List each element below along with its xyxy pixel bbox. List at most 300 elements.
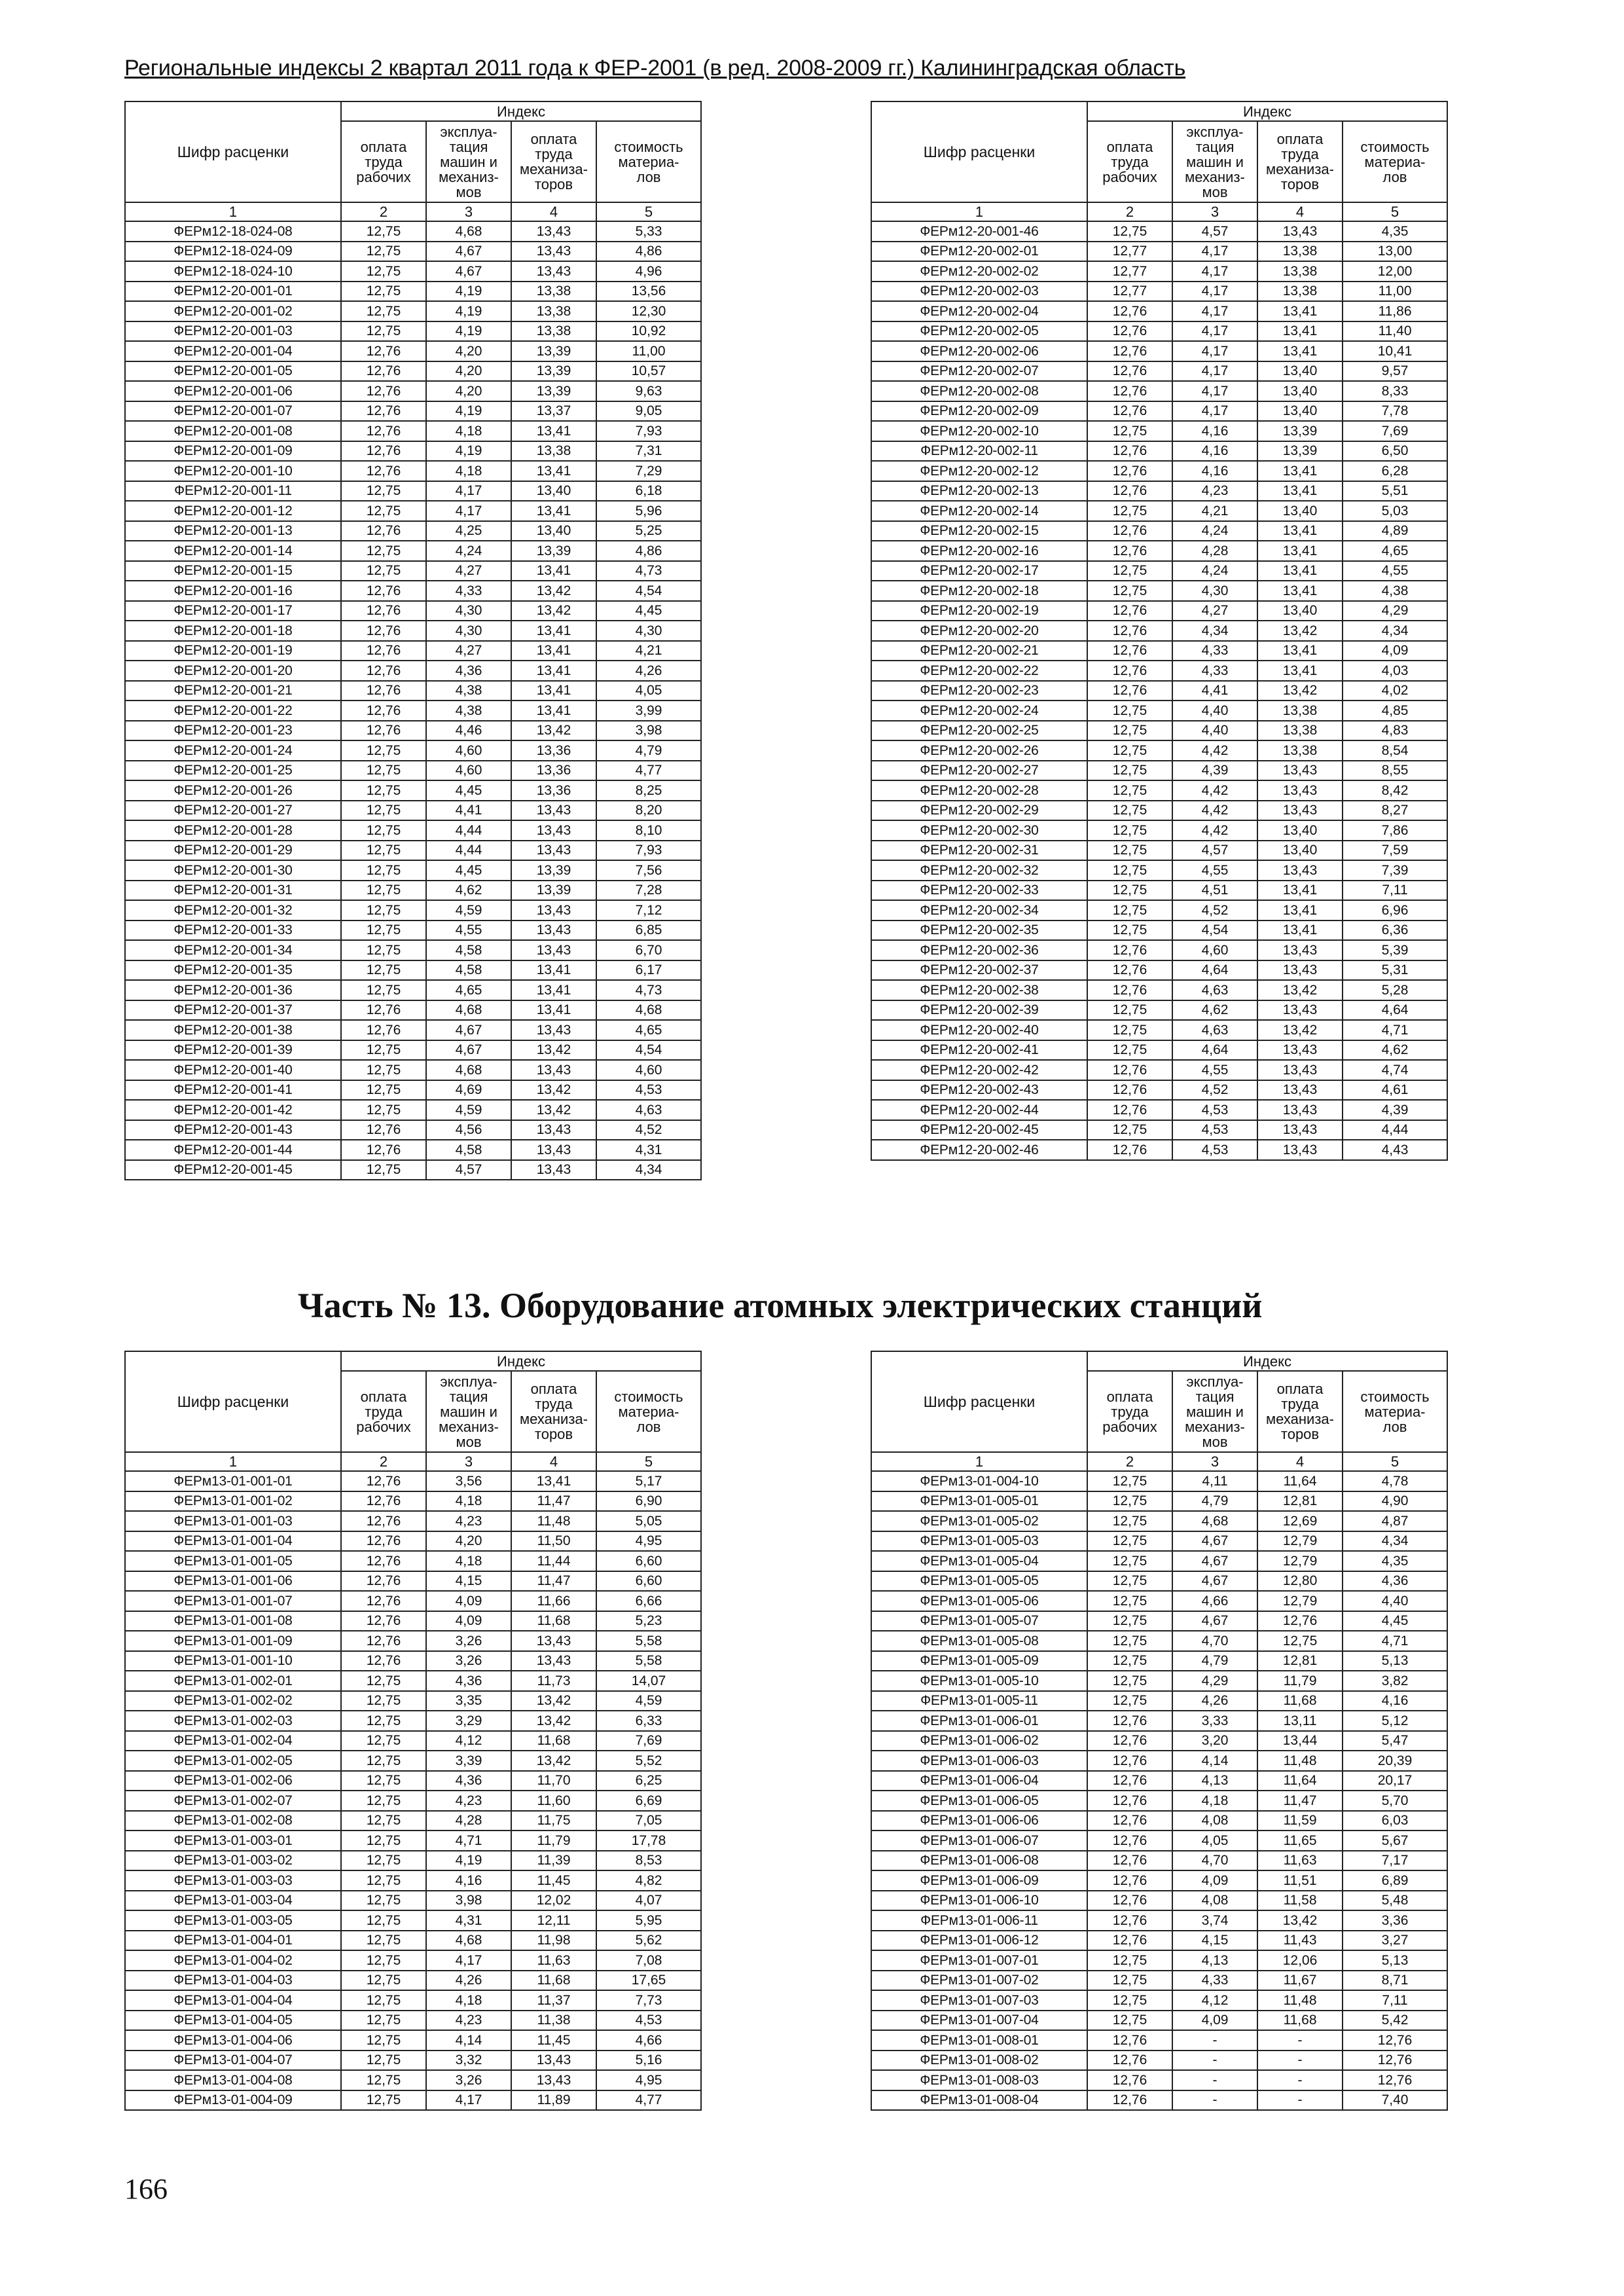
cell-index-value: 12,75 — [341, 2070, 426, 2090]
cell-index-value: 12,75 — [1087, 1971, 1172, 1991]
cell-index-value: 3,26 — [426, 2070, 511, 2090]
cell-rate-code: ФЕРм12-20-002-24 — [871, 701, 1087, 721]
cell-index-value: 4,19 — [426, 441, 511, 462]
cell-index-value: 12,75 — [341, 541, 426, 561]
cell-index-value: 7,17 — [1343, 1851, 1447, 1871]
table-row — [871, 1931, 1447, 1951]
cell-index-value: 4,67 — [1172, 1571, 1257, 1592]
cell-index-value: 4,59 — [426, 900, 511, 920]
cell-index-value: 13,38 — [511, 441, 596, 462]
cell-rate-code: ФЕРм12-20-002-13 — [871, 481, 1087, 501]
table-row — [871, 461, 1447, 481]
table-row — [871, 1571, 1447, 1592]
cell-rate-code: ФЕРм12-20-002-29 — [871, 801, 1087, 821]
cell-rate-code: ФЕРм13-01-005-09 — [871, 1651, 1087, 1671]
cell-index-value: 4,17 — [1172, 242, 1257, 262]
cell-index-value: 4,95 — [596, 2070, 701, 2090]
cell-index-value: 13,42 — [1257, 1020, 1343, 1040]
cell-index-value: 5,96 — [596, 501, 701, 521]
cell-index-value: 13,38 — [1257, 721, 1343, 741]
cell-rate-code: ФЕРм12-20-001-25 — [125, 761, 341, 781]
cell-index-value: 11,47 — [1257, 1791, 1343, 1811]
cell-rate-code: ФЕРм13-01-002-07 — [125, 1791, 341, 1811]
cell-index-value: 4,66 — [1172, 1591, 1257, 1611]
cell-index-value: 8,10 — [596, 820, 701, 841]
cell-index-value: 13,43 — [511, 242, 596, 262]
cell-index-value: 12,00 — [1343, 261, 1447, 282]
column-header-materials-cost — [596, 121, 701, 202]
table-row — [125, 1950, 701, 1971]
cell-rate-code: ФЕРм13-01-005-10 — [871, 1671, 1087, 1691]
cell-index-value: - — [1257, 2090, 1343, 2111]
cell-index-value: 13,43 — [1257, 1100, 1343, 1120]
table-row — [871, 1511, 1447, 1531]
cell-index-value: 13,42 — [511, 1751, 596, 1771]
cell-index-value: 13,41 — [1257, 920, 1343, 941]
cell-index-value: 11,50 — [511, 1531, 596, 1552]
cell-rate-code: ФЕРм12-20-002-11 — [871, 441, 1087, 462]
table-row — [871, 1711, 1447, 1731]
cell-index-value: 4,68 — [596, 1000, 701, 1021]
table-row — [871, 1731, 1447, 1751]
table-row — [871, 1870, 1447, 1891]
cell-rate-code: ФЕРм12-20-002-39 — [871, 1000, 1087, 1021]
cell-index-value: 13,43 — [511, 1060, 596, 1080]
header-line: торов — [534, 176, 573, 192]
cell-index-value: 13,43 — [1257, 761, 1343, 781]
cell-index-value: 13,41 — [511, 641, 596, 661]
cell-rate-code: ФЕРм12-20-002-21 — [871, 641, 1087, 661]
cell-index-value: 4,40 — [1172, 701, 1257, 721]
cell-rate-code: ФЕРм12-20-001-27 — [125, 801, 341, 821]
cell-index-value: 4,85 — [1343, 701, 1447, 721]
cell-rate-code: ФЕРм12-20-002-18 — [871, 581, 1087, 601]
cell-index-value: 12,75 — [1257, 1631, 1343, 1651]
cell-rate-code: ФЕРм12-18-024-10 — [125, 261, 341, 282]
cell-index-value: 12,76 — [1343, 2050, 1447, 2071]
table-row — [871, 481, 1447, 501]
cell-index-value: 12,75 — [341, 820, 426, 841]
cell-index-value: 4,36 — [426, 1671, 511, 1691]
cell-index-value: 12,77 — [1087, 282, 1172, 302]
cell-rate-code: ФЕРм12-20-001-04 — [125, 341, 341, 361]
column-number: 2 — [1087, 202, 1172, 221]
cell-index-value: 6,69 — [596, 1791, 701, 1811]
cell-rate-code: ФЕРм13-01-005-11 — [871, 1691, 1087, 1711]
cell-index-value: 5,28 — [1343, 980, 1447, 1000]
cell-index-value: 12,76 — [1087, 1140, 1172, 1160]
header-line: эксплуа- — [1186, 1373, 1244, 1390]
table-row — [871, 242, 1447, 262]
cell-index-value: 4,65 — [426, 980, 511, 1000]
cell-index-value: 6,89 — [1343, 1870, 1447, 1891]
cell-index-value: 4,77 — [596, 761, 701, 781]
cell-index-value: 10,41 — [1343, 341, 1447, 361]
cell-index-value: 12,76 — [1087, 960, 1172, 981]
column-header-materials-cost — [1343, 121, 1447, 202]
cell-index-value: 13,36 — [511, 761, 596, 781]
cell-index-value: 4,20 — [426, 361, 511, 382]
table-row — [871, 801, 1447, 821]
cell-index-value: 13,43 — [511, 940, 596, 960]
cell-rate-code: ФЕРм12-20-001-13 — [125, 521, 341, 541]
cell-index-value: 4,86 — [596, 541, 701, 561]
cell-rate-code: ФЕРм12-20-001-02 — [125, 301, 341, 321]
cell-index-value: 12,75 — [1087, 780, 1172, 801]
table-row — [125, 501, 701, 521]
cell-index-value: 13,42 — [511, 581, 596, 601]
cell-rate-code: ФЕРм12-20-001-39 — [125, 1040, 341, 1061]
column-header-materials-cost — [596, 1371, 701, 1452]
cell-index-value: 13,41 — [1257, 881, 1343, 901]
cell-index-value: 12,76 — [1087, 2070, 1172, 2090]
header-line: рабочих — [1102, 168, 1157, 185]
cell-rate-code: ФЕРм12-20-002-07 — [871, 361, 1087, 382]
cell-index-value: 13,43 — [511, 900, 596, 920]
table-row — [125, 401, 701, 422]
cell-index-value: 13,44 — [1257, 1731, 1343, 1751]
cell-index-value: 3,27 — [1343, 1931, 1447, 1951]
cell-index-value: 4,89 — [1343, 521, 1447, 541]
cell-index-value: 9,05 — [596, 401, 701, 422]
cell-rate-code: ФЕРм13-01-005-03 — [871, 1531, 1087, 1552]
header-line: материа- — [618, 1403, 679, 1420]
cell-rate-code: ФЕРм12-20-002-37 — [871, 960, 1087, 981]
cell-index-value: 13,41 — [511, 701, 596, 721]
cell-index-value: 12,76 — [1087, 1791, 1172, 1811]
cell-index-value: 12,75 — [341, 2030, 426, 2050]
cell-index-value: 4,11 — [1172, 1471, 1257, 1491]
cell-index-value: 11,68 — [511, 1971, 596, 1991]
table-row — [871, 1080, 1447, 1101]
table-row — [871, 2030, 1447, 2050]
cell-index-value: 12,76 — [1087, 401, 1172, 422]
cell-index-value: 6,03 — [1343, 1811, 1447, 1831]
cell-index-value: 4,39 — [1343, 1100, 1447, 1120]
cell-index-value: 12,76 — [1087, 1731, 1172, 1751]
cell-index-value: 12,75 — [341, 1060, 426, 1080]
cell-index-value: 13,40 — [1257, 601, 1343, 621]
column-number: 4 — [511, 202, 596, 221]
table-row — [125, 341, 701, 361]
cell-rate-code: ФЕРм12-20-002-09 — [871, 401, 1087, 422]
cell-rate-code: ФЕРм13-01-004-05 — [125, 2011, 341, 2031]
header-line: машин и — [1186, 1403, 1244, 1420]
cell-index-value: 12,75 — [1087, 1631, 1172, 1651]
cell-index-value: 4,20 — [426, 341, 511, 361]
cell-rate-code: ФЕРм13-01-006-04 — [871, 1771, 1087, 1791]
cell-index-value: 12,75 — [1087, 1491, 1172, 1512]
cell-index-value: 12,76 — [341, 341, 426, 361]
cell-index-value: 12,75 — [341, 261, 426, 282]
cell-index-value: 12,75 — [341, 740, 426, 761]
cell-index-value: 13,41 — [511, 461, 596, 481]
cell-index-value: 5,42 — [1343, 2011, 1447, 2031]
cell-index-value: 4,18 — [426, 1551, 511, 1571]
cell-index-value: 13,43 — [1257, 940, 1343, 960]
cell-index-value: 7,69 — [1343, 421, 1447, 441]
cell-index-value: 4,17 — [1172, 301, 1257, 321]
cell-index-value: 12,75 — [341, 940, 426, 960]
cell-index-value: 4,16 — [426, 1870, 511, 1891]
column-number: 1 — [125, 1452, 341, 1471]
cell-index-value: 4,56 — [426, 1120, 511, 1140]
table-row — [871, 2011, 1447, 2031]
cell-rate-code: ФЕРм13-01-006-06 — [871, 1811, 1087, 1831]
cell-index-value: 13,43 — [511, 2050, 596, 2071]
cell-index-value: 12,75 — [1087, 501, 1172, 521]
cell-index-value: 12,75 — [1087, 1691, 1172, 1711]
index-table-bottom-right — [871, 1351, 1448, 2111]
column-header-operator-wage — [511, 121, 596, 202]
cell-index-value: 12,76 — [1087, 321, 1172, 342]
table-row — [871, 1831, 1447, 1851]
cell-index-value: - — [1257, 2050, 1343, 2071]
cell-index-value: 4,23 — [426, 1791, 511, 1811]
column-header-machine-operation — [426, 121, 511, 202]
cell-index-value: 4,27 — [1172, 601, 1257, 621]
cell-rate-code: ФЕРм12-20-002-02 — [871, 261, 1087, 282]
cell-index-value: 7,08 — [596, 1950, 701, 1971]
cell-rate-code: ФЕРм13-01-005-07 — [871, 1611, 1087, 1631]
cell-rate-code: ФЕРм12-20-001-43 — [125, 1120, 341, 1140]
cell-index-value: 13,41 — [1257, 301, 1343, 321]
header-line: рабочих — [356, 168, 411, 185]
cell-index-value: 12,76 — [1087, 2050, 1172, 2071]
cell-index-value: 4,17 — [1172, 381, 1257, 401]
cell-index-value: 4,59 — [596, 1691, 701, 1711]
cell-index-value: 4,09 — [1343, 641, 1447, 661]
cell-index-value: 5,17 — [596, 1471, 701, 1491]
header-line: торов — [534, 1426, 573, 1442]
cell-index-value: - — [1172, 2030, 1257, 2050]
cell-index-value: 12,81 — [1257, 1651, 1343, 1671]
cell-rate-code: ФЕРм13-01-006-05 — [871, 1791, 1087, 1811]
cell-rate-code: ФЕРм13-01-008-01 — [871, 2030, 1087, 2050]
cell-index-value: 4,73 — [596, 980, 701, 1000]
cell-rate-code: ФЕРм13-01-004-07 — [125, 2050, 341, 2071]
cell-rate-code: ФЕРм13-01-003-05 — [125, 1910, 341, 1931]
cell-index-value: 13,39 — [511, 381, 596, 401]
cell-index-value: 11,58 — [1257, 1891, 1343, 1911]
cell-index-value: 4,95 — [596, 1531, 701, 1552]
header-line: механиз- — [439, 168, 499, 185]
cell-rate-code: ФЕРм12-20-002-36 — [871, 940, 1087, 960]
cell-index-value: 13,41 — [1257, 341, 1343, 361]
cell-index-value: 4,36 — [1343, 1571, 1447, 1592]
table-row — [125, 1611, 701, 1631]
table-row — [125, 920, 701, 941]
cell-index-value: 6,25 — [596, 1771, 701, 1791]
column-header-labor-wage — [1087, 1371, 1172, 1452]
cell-index-value: 6,85 — [596, 920, 701, 941]
cell-index-value: 4,20 — [426, 381, 511, 401]
cell-rate-code: ФЕРм13-01-002-05 — [125, 1751, 341, 1771]
cell-rate-code: ФЕРм12-20-001-31 — [125, 881, 341, 901]
cell-index-value: 5,62 — [596, 1931, 701, 1951]
cell-index-value: 13,41 — [511, 561, 596, 581]
cell-index-value: 12,75 — [1087, 920, 1172, 941]
cell-index-value: 12,75 — [1087, 801, 1172, 821]
cell-index-value: 4,51 — [1172, 881, 1257, 901]
cell-index-value: 11,68 — [511, 1731, 596, 1751]
table-row — [871, 1120, 1447, 1140]
table-row — [871, 2070, 1447, 2090]
cell-index-value: 5,31 — [1343, 960, 1447, 981]
table-row — [871, 740, 1447, 761]
cell-index-value: 11,64 — [1257, 1471, 1343, 1491]
column-number: 5 — [596, 202, 701, 221]
column-header-labor-wage — [341, 1371, 426, 1452]
table-row — [871, 980, 1447, 1000]
cell-index-value: 13,38 — [511, 321, 596, 342]
table-row — [871, 1751, 1447, 1771]
table-row — [125, 521, 701, 541]
cell-index-value: 4,69 — [426, 1080, 511, 1101]
cell-index-value: 5,33 — [596, 221, 701, 242]
cell-index-value: 12,76 — [1257, 1611, 1343, 1631]
column-header-operator-wage — [1257, 1371, 1343, 1452]
cell-index-value: 12,75 — [1087, 1651, 1172, 1671]
cell-rate-code: ФЕРм12-20-001-30 — [125, 860, 341, 881]
cell-rate-code: ФЕРм12-20-001-15 — [125, 561, 341, 581]
cell-index-value: 4,16 — [1172, 441, 1257, 462]
cell-index-value: 4,44 — [1343, 1120, 1447, 1140]
cell-index-value: 7,86 — [1343, 820, 1447, 841]
cell-index-value: 4,53 — [1172, 1120, 1257, 1140]
header-line: оплата — [1276, 1381, 1324, 1397]
cell-index-value: 4,42 — [1172, 740, 1257, 761]
table-row — [125, 321, 701, 342]
cell-index-value: 12,75 — [1087, 900, 1172, 920]
cell-rate-code: ФЕРм13-01-008-04 — [871, 2090, 1087, 2111]
table-row — [125, 721, 701, 741]
cell-index-value: 11,00 — [596, 341, 701, 361]
cell-index-value: 4,33 — [426, 581, 511, 601]
cell-rate-code: ФЕРм12-20-002-44 — [871, 1100, 1087, 1120]
cell-index-value: 5,39 — [1343, 940, 1447, 960]
cell-rate-code: ФЕРм12-20-002-20 — [871, 621, 1087, 641]
cell-index-value: 4,17 — [1172, 341, 1257, 361]
cell-index-value: 12,75 — [1087, 1611, 1172, 1631]
cell-index-value: 4,03 — [1343, 661, 1447, 681]
cell-rate-code: ФЕРм13-01-008-02 — [871, 2050, 1087, 2071]
cell-index-value: 4,27 — [426, 561, 511, 581]
header-line: торов — [1280, 176, 1320, 192]
table-row — [125, 1971, 701, 1991]
cell-index-value: 12,75 — [1087, 820, 1172, 841]
cell-rate-code: ФЕРм13-01-003-04 — [125, 1891, 341, 1911]
cell-index-value: 13,43 — [511, 2070, 596, 2090]
cell-index-value: 13,43 — [1257, 860, 1343, 881]
cell-index-value: 4,53 — [596, 2011, 701, 2031]
table-row — [871, 541, 1447, 561]
column-number: 2 — [341, 202, 426, 221]
column-header-operator-wage — [1257, 121, 1343, 202]
cell-rate-code: ФЕРм13-01-006-08 — [871, 1851, 1087, 1871]
cell-index-value: 13,42 — [511, 1711, 596, 1731]
table-row — [871, 1990, 1447, 2011]
cell-rate-code: ФЕРм13-01-007-03 — [871, 1990, 1087, 2011]
cell-index-value: 12,76 — [1087, 1931, 1172, 1951]
table-row — [125, 1831, 701, 1851]
cell-index-value: 12,76 — [1087, 1891, 1172, 1911]
cell-index-value: 5,67 — [1343, 1831, 1447, 1851]
table-row — [871, 1671, 1447, 1691]
table-row — [125, 1040, 701, 1061]
cell-index-value: - — [1257, 2070, 1343, 2090]
cell-index-value: 11,51 — [1257, 1870, 1343, 1891]
cell-rate-code: ФЕРм12-20-001-01 — [125, 282, 341, 302]
table-row — [125, 2011, 701, 2031]
cell-index-value: 4,67 — [426, 1040, 511, 1061]
cell-index-value: 11,48 — [1257, 1990, 1343, 2011]
cell-rate-code: ФЕРм13-01-004-02 — [125, 1950, 341, 1971]
table-row — [125, 301, 701, 321]
cell-index-value: 13,42 — [1257, 1910, 1343, 1931]
cell-index-value: 13,40 — [1257, 841, 1343, 861]
cell-index-value: 4,28 — [1172, 541, 1257, 561]
cell-index-value: 12,76 — [1087, 341, 1172, 361]
cell-index-value: 4,23 — [1172, 481, 1257, 501]
cell-index-value: 12,75 — [341, 1811, 426, 1831]
cell-index-value: 3,29 — [426, 1711, 511, 1731]
cell-index-value: 12,75 — [1087, 1000, 1172, 1021]
cell-index-value: 13,43 — [1257, 1140, 1343, 1160]
cell-index-value: 12,76 — [341, 521, 426, 541]
column-number: 4 — [1257, 202, 1343, 221]
cell-index-value: 4,70 — [1172, 1851, 1257, 1871]
table-row — [871, 1891, 1447, 1911]
column-header-cipher: Шифр расценки — [871, 1351, 1087, 1452]
cell-rate-code: ФЕРм13-01-006-01 — [871, 1711, 1087, 1731]
cell-rate-code: ФЕРм13-01-001-05 — [125, 1551, 341, 1571]
cell-index-value: 4,09 — [1172, 1870, 1257, 1891]
table-row — [871, 221, 1447, 242]
header-line: мов — [1202, 1433, 1228, 1450]
header-line: оплата — [1106, 1388, 1153, 1405]
cell-index-value: 12,76 — [341, 1471, 426, 1491]
cell-rate-code: ФЕРм13-01-004-10 — [871, 1471, 1087, 1491]
header-line: механиза- — [1266, 1411, 1334, 1427]
cell-index-value: 3,26 — [426, 1651, 511, 1671]
table-row — [125, 740, 701, 761]
cell-rate-code: ФЕРм12-20-002-33 — [871, 881, 1087, 901]
table-row — [871, 1000, 1447, 1021]
cell-index-value: 12,75 — [341, 801, 426, 821]
cell-index-value: 12,75 — [1087, 740, 1172, 761]
cell-index-value: 4,52 — [1172, 900, 1257, 920]
column-header-labor-wage — [1087, 121, 1172, 202]
table-row — [125, 1160, 701, 1180]
cell-index-value: 4,13 — [1172, 1771, 1257, 1791]
cell-index-value: - — [1172, 2070, 1257, 2090]
cell-index-value: 13,39 — [511, 341, 596, 361]
cell-index-value: 11,59 — [1257, 1811, 1343, 1831]
cell-index-value: 13,42 — [1257, 681, 1343, 701]
cell-index-value: 12,75 — [341, 1731, 426, 1751]
cell-index-value: 12,75 — [341, 221, 426, 242]
table-row — [871, 1060, 1447, 1080]
cell-rate-code: ФЕРм12-20-002-06 — [871, 341, 1087, 361]
cell-rate-code: ФЕРм12-20-002-35 — [871, 920, 1087, 941]
table-row — [871, 701, 1447, 721]
cell-index-value: 13,39 — [511, 541, 596, 561]
cell-index-value: 4,79 — [596, 740, 701, 761]
cell-rate-code: ФЕРм13-01-008-03 — [871, 2070, 1087, 2090]
column-number-row — [125, 202, 701, 221]
table-row — [125, 940, 701, 960]
